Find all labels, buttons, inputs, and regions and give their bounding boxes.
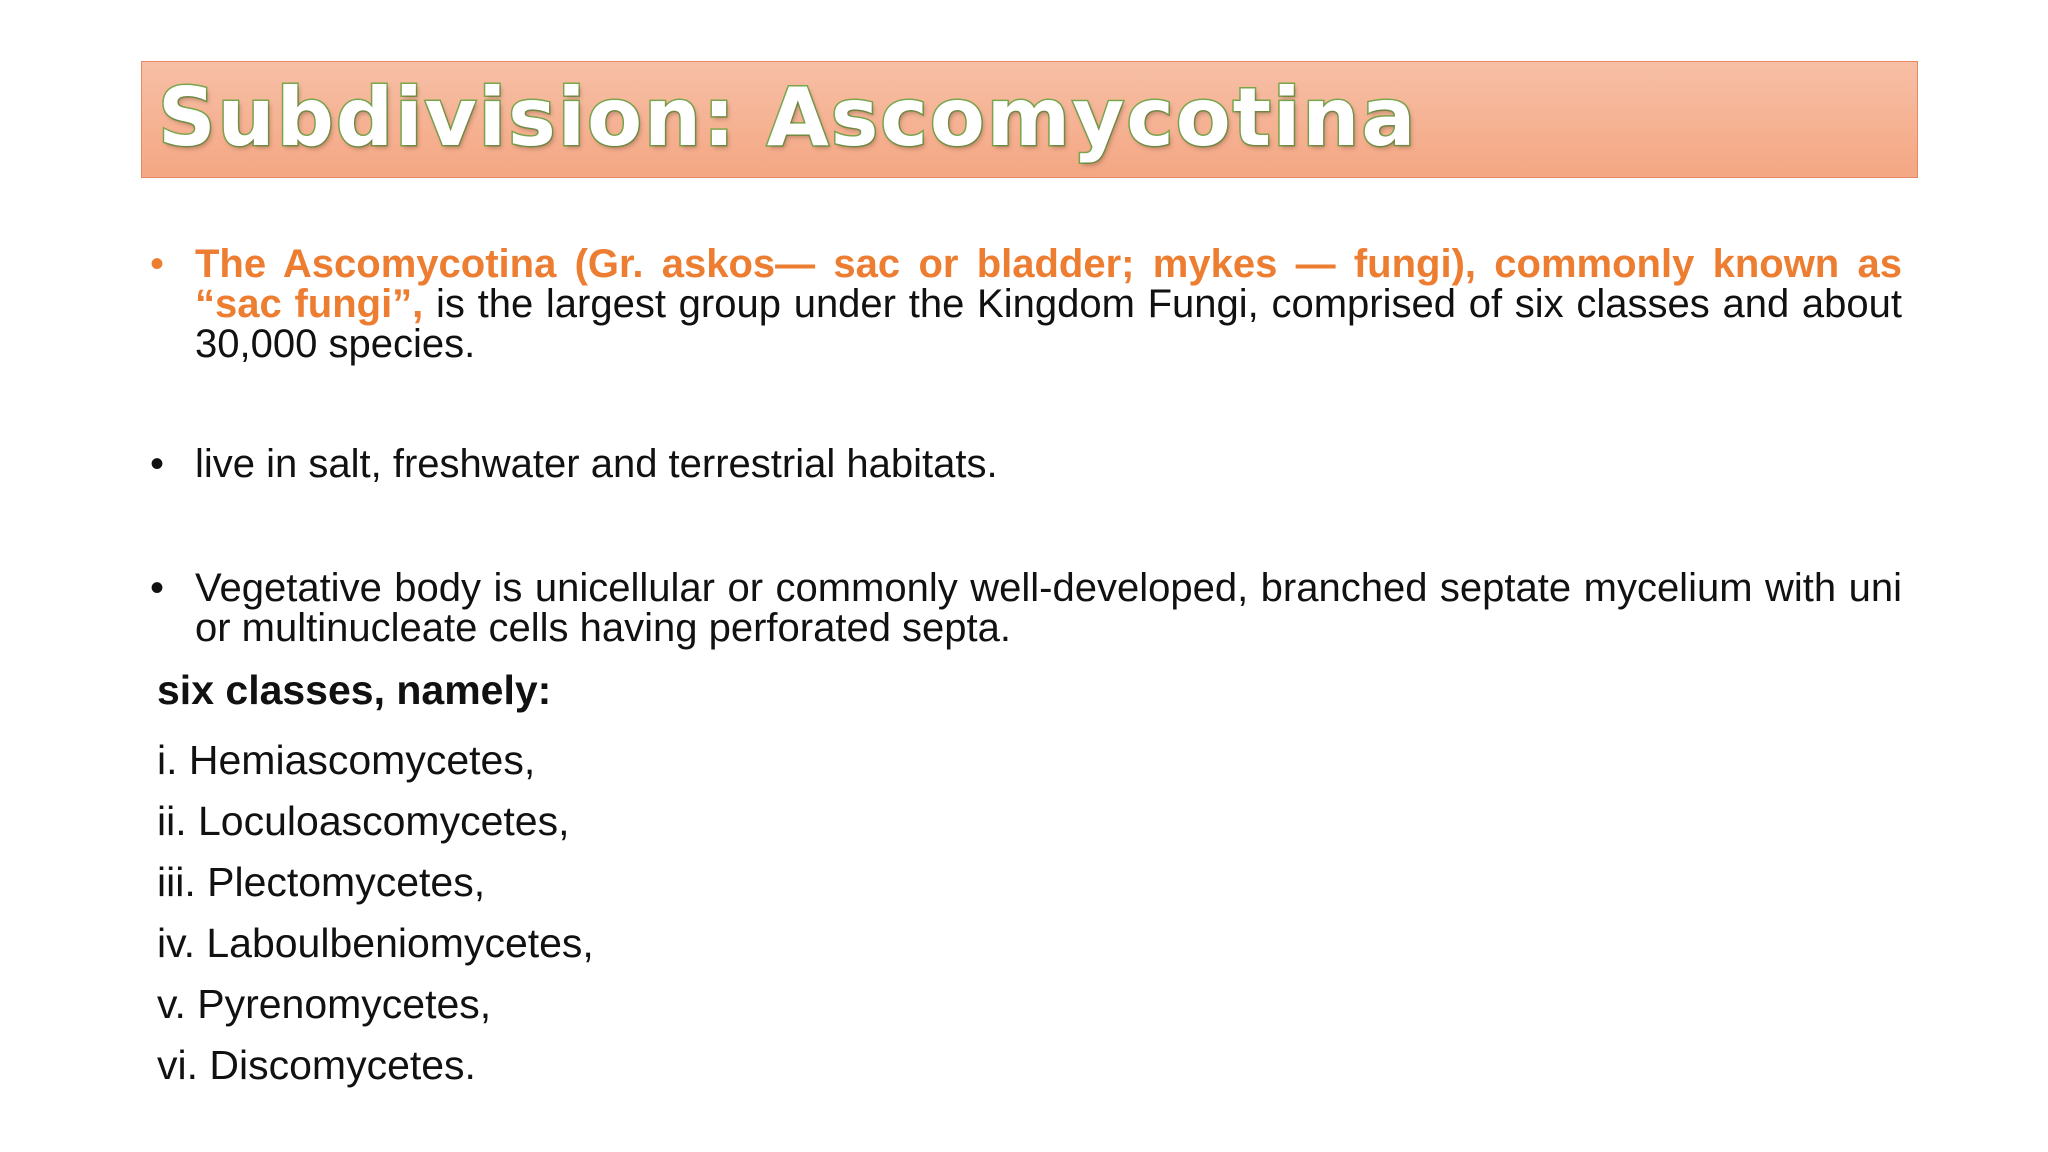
bullet-dot-icon: • bbox=[150, 242, 165, 286]
bullet-text: Vegetative body is unicellular or commonly well-developed, branched septate mycelium with uni or multinucleate cells having perforated septa. bbox=[195, 566, 1902, 650]
class-item: iii. Plectomycetes, bbox=[157, 859, 486, 905]
bullet-body-text: is the largest group under the Kingdom Fungi, comprised of six classes and about 30,000 species. bbox=[195, 282, 1902, 366]
classes-heading: six classes, namely: bbox=[157, 667, 552, 713]
class-item: vi. Discomycetes. bbox=[157, 1042, 476, 1088]
bullet-highlight: The Ascomycotina (Gr. askos— sac or bladder; mykes — fungi), commonly known as “sac fungi”, bbox=[195, 242, 1902, 326]
slide-title: Subdivision: Ascomycotina bbox=[158, 71, 1418, 164]
class-item: v. Pyrenomycetes, bbox=[157, 981, 492, 1027]
bullet-text bbox=[195, 244, 1902, 364]
class-item: iv. Laboulbeniomycetes, bbox=[157, 920, 594, 966]
bullet-text: live in salt, freshwater and terrestrial habitats. bbox=[195, 442, 998, 486]
bullet-dot-icon: • bbox=[150, 442, 165, 486]
class-item: ii. Loculoascomycetes, bbox=[157, 798, 570, 844]
class-item: i. Hemiascomycetes, bbox=[157, 737, 536, 783]
class-list bbox=[157, 730, 594, 1096]
title-banner bbox=[141, 61, 1918, 178]
bullet-dot-icon: • bbox=[150, 566, 165, 610]
